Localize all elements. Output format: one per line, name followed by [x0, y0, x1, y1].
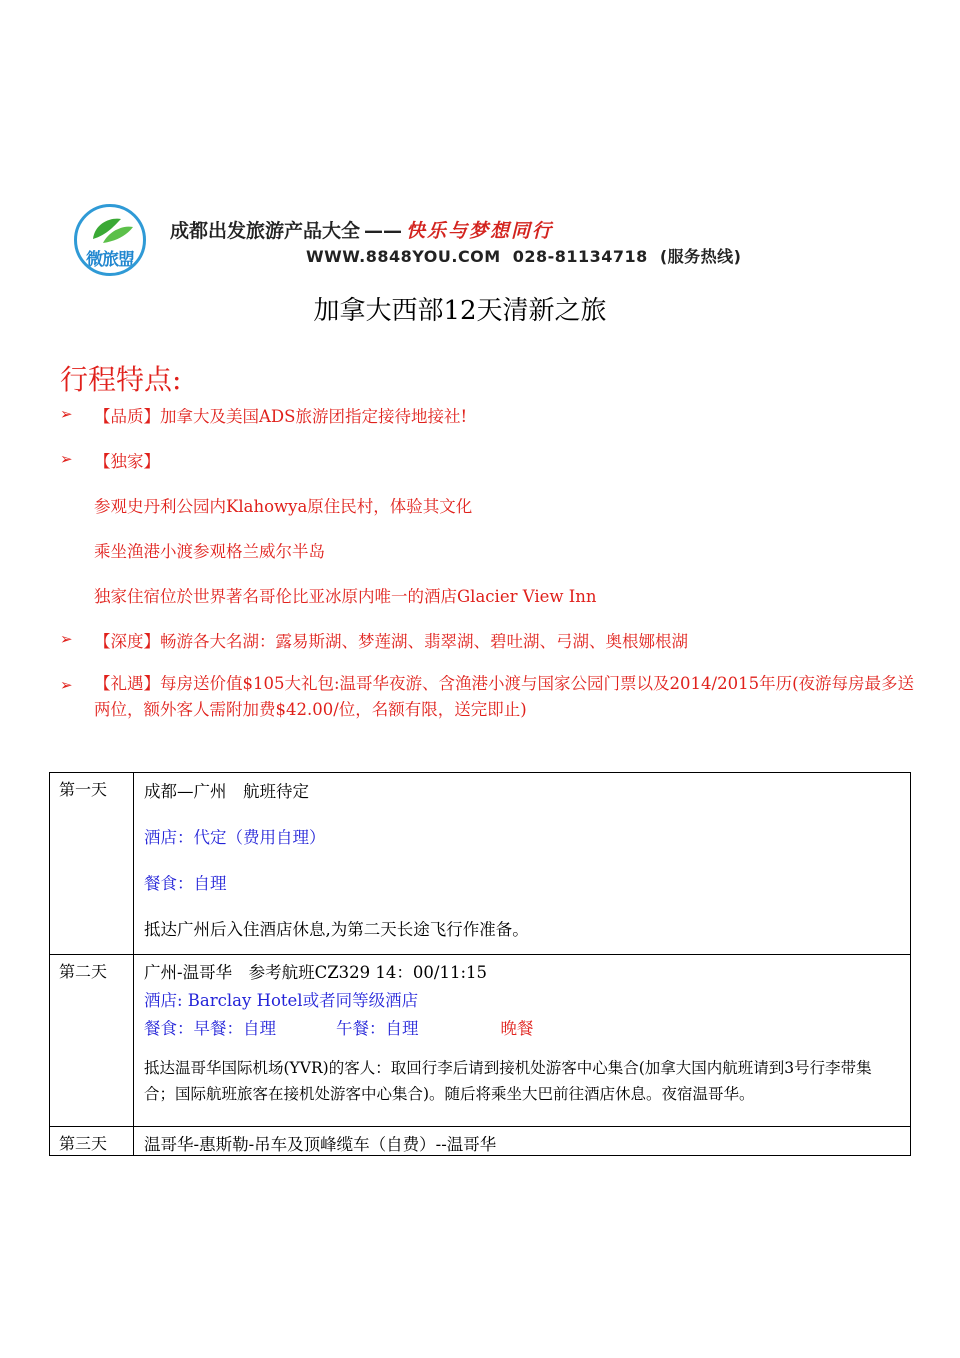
day-label: 第二天	[50, 955, 134, 1127]
exclusive-item: 独家住宿位於世界著名哥伦比亚冰原内唯一的酒店Glacier View Inn	[94, 587, 597, 606]
banner-slogan: 快乐与梦想同行	[406, 220, 554, 242]
feature-depth: 【深度】畅游各大名湖：露易斯湖、梦莲湖、翡翠湖、碧吐湖、弓湖、奥根娜根湖	[94, 632, 688, 651]
table-row	[50, 1127, 911, 1156]
table-row	[50, 955, 911, 1127]
phone-text: 028-81134718	[512, 247, 648, 266]
banner-dash: ——	[364, 220, 403, 242]
day-content	[134, 955, 911, 1127]
day-label: 第一天	[50, 773, 134, 955]
banner-contact	[306, 244, 741, 267]
meal-dinner: 晚餐	[500, 1019, 534, 1038]
logo	[74, 204, 146, 276]
day-description: 抵达广州后入住酒店休息,为第二天长途飞行作准备。	[144, 920, 529, 939]
banner-title	[170, 216, 553, 243]
table-row	[50, 773, 911, 955]
day-route: 温哥华-惠斯勒-吊车及顶峰缆车（自费）--温哥华	[144, 1135, 497, 1154]
day-content	[134, 1127, 911, 1156]
day-meals	[144, 1015, 902, 1039]
arrow-bullet-icon: ➢	[60, 630, 73, 648]
day-description: 抵达温哥华国际机场(YVR)的客人：取回行李后请到接机处游客中心集合(加拿大国内航班请到3号行李带集合；国际航班旅客在接机处游客中心集合)。随后将乘坐大巴前往酒店休息。夜宿温哥华。	[144, 1059, 872, 1103]
exclusive-item: 乘坐渔港小渡参观格兰威尔半岛	[94, 542, 325, 561]
arrow-bullet-icon: ➢	[60, 676, 73, 694]
feature-quality: 【品质】加拿大及美国ADS旅游团指定接待地接社!	[94, 407, 468, 426]
page-title: 加拿大西部12天清新之旅	[313, 296, 607, 326]
phone-note: (服务热线)	[659, 247, 742, 266]
day-route: 广州-温哥华 参考航班CZ329 14：00/11:15	[144, 963, 488, 982]
feature-exclusive-label: 【独家】	[94, 452, 160, 471]
day-route: 成都—广州 航班待定	[144, 782, 309, 801]
meal-breakfast: 餐食：早餐：自理	[144, 1019, 276, 1038]
banner-title-text: 成都出发旅游产品大全	[170, 220, 361, 242]
arrow-bullet-icon: ➢	[60, 450, 73, 468]
exclusive-item: 参观史丹利公园内Klahowya原住民村，体验其文化	[94, 497, 473, 516]
arrow-bullet-icon: ➢	[60, 405, 73, 423]
day-hotel: 酒店: Barclay Hotel或者同等级酒店	[144, 991, 419, 1010]
header-banner	[74, 204, 742, 280]
day-label: 第三天	[50, 1127, 134, 1156]
features-heading: 行程特点:	[60, 363, 182, 396]
day-hotel: 酒店：代定（费用自理）	[144, 828, 326, 847]
day-meals: 餐食：自理	[144, 874, 227, 893]
logo-text: 微旅盟	[86, 250, 134, 270]
leaf-icon	[87, 213, 137, 247]
day-content	[134, 773, 911, 955]
feature-gift: 【礼遇】每房送价值$105大礼包:温哥华夜游、含渔港小渡与国家公园门票以及2014/2015年历(夜游每房最多送两位，额外客人需附加费$42.00/位，名额有限，送完即止)	[94, 674, 915, 719]
itinerary-table	[49, 772, 911, 1156]
website-text: WWW.8848YOU.COM	[306, 247, 501, 266]
meal-lunch: 午餐：自理	[336, 1019, 419, 1038]
